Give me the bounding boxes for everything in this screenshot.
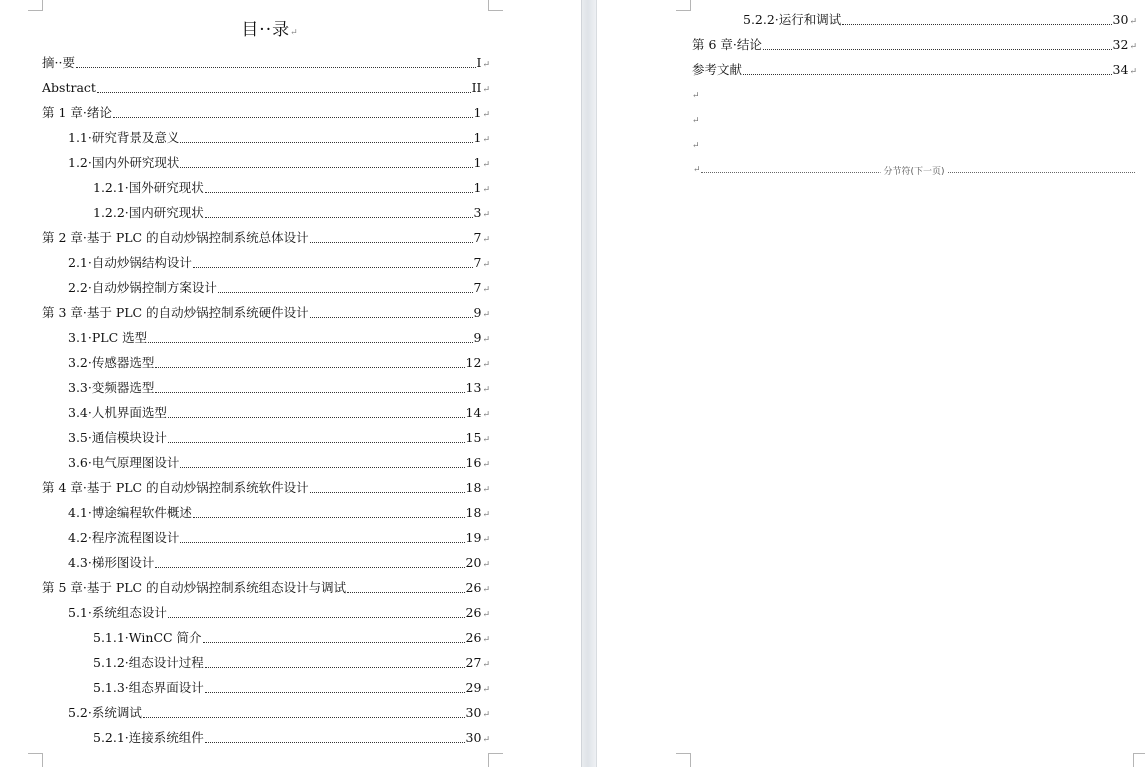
toc-leader-dots [842,24,1111,25]
paragraph-mark: ↵ [482,535,490,545]
toc-leader-dots [168,442,465,443]
paragraph-mark: ↵ [290,28,299,38]
toc-entry-label: 2.1·自动炒锅结构设计 [68,255,192,270]
paragraph-mark: ↵ [482,685,490,695]
toc-entry-page-number: 1 [473,105,482,120]
paragraph-mark: ↵ [693,165,701,175]
toc-entry[interactable] [68,355,490,371]
paragraph-mark: ↵ [482,285,490,295]
paragraph-mark: ↵ [482,235,490,245]
paragraph-mark: ↵ [482,335,490,345]
toc-entry-label: 3.4·人机界面选型 [68,405,167,420]
paragraph-mark: ↵ [482,610,490,620]
toc-entry-label: 5.2.1·连接系统组件 [93,730,204,745]
paragraph-mark: ↵ [482,660,490,670]
toc-leader-dots [193,267,473,268]
toc-title [0,15,540,40]
toc-entry-page-number: 30 [465,705,482,720]
toc-leader-dots [218,292,473,293]
toc-leader-dots [113,117,473,118]
toc-entry-label: 4.3·梯形图设计 [68,555,155,570]
toc-leader-dots [763,49,1112,50]
toc-entry[interactable] [93,680,490,696]
toc-entry-label: 2.2·自动炒锅控制方案设计 [68,280,217,295]
toc-entry[interactable] [68,530,490,546]
paragraph-mark: ↵ [482,260,490,270]
paragraph-mark: ↵ [482,135,490,145]
page-corner-marker [488,0,503,11]
toc-entry-label: 3.6·电气原理图设计 [68,455,180,470]
toc-leader-dots [205,742,465,743]
toc-entry[interactable] [93,180,490,196]
toc-entry[interactable] [42,230,490,246]
toc-entry-label: 5.1.3·组态界面设计 [93,680,204,695]
toc-entry-label: 第 3 章·基于 PLC 的自动炒锅控制系统硬件设计 [42,305,309,320]
toc-leader-dots [76,67,476,68]
toc-entry-label: 参考文献 [692,62,743,77]
section-break [693,165,1135,175]
toc-leader-dots [310,242,473,243]
toc-entry-label: 摘··要 [42,55,75,70]
toc-leader-dots [143,717,465,718]
toc-entry[interactable] [68,155,490,171]
toc-entry-page-number: 9 [473,330,482,345]
toc-entry[interactable] [42,480,490,496]
toc-entry[interactable] [68,255,490,271]
toc-entry-label: 4.1·博途编程软件概述 [68,505,192,520]
toc-entry[interactable] [743,12,1137,28]
toc-entry-page-number: 1 [473,155,482,170]
toc-leader-dots [180,467,464,468]
paragraph-mark: ↵ [482,385,490,395]
toc-entry[interactable] [42,55,490,71]
toc-entry[interactable] [42,80,490,96]
toc-entry-page-number: I [476,55,482,70]
toc-leader-dots [97,92,471,93]
toc-entry-page-number: 19 [465,530,482,545]
toc-entry[interactable] [42,580,490,596]
toc-entry[interactable] [68,280,490,296]
toc-entry-label: 3.3·变频器选型 [68,380,155,395]
toc-entry[interactable] [42,105,490,121]
toc-entry-page-number: 27 [465,655,482,670]
paragraph-mark: ↵ [692,141,700,151]
page-corner-marker [28,753,43,767]
toc-entry[interactable] [68,430,490,446]
paragraph-mark: ↵ [482,460,490,470]
toc-entry[interactable] [68,130,490,146]
toc-entry[interactable] [93,630,490,646]
paragraph-mark: ↵ [482,210,490,220]
page-corner-marker [28,0,43,11]
toc-leader-dots [155,567,464,568]
toc-entry-label: 5.1.2·组态设计过程 [93,655,204,670]
toc-leader-dots [743,74,1112,75]
toc-entry[interactable] [68,505,490,521]
toc-entry-label: 5.2·系统调试 [68,705,142,720]
toc-entry-page-number: 30 [465,730,482,745]
toc-entry-page-number: 7 [473,255,482,270]
toc-entry-label: 1.2·国内外研究现状 [68,155,180,170]
toc-entry[interactable] [692,62,1137,78]
toc-entry[interactable] [68,605,490,621]
toc-entry-label: 3.2·传感器选型 [68,355,155,370]
toc-entry-page-number: 7 [473,280,482,295]
section-break-label: 分节符(下一页) [880,164,947,177]
toc-entry-label: 1.1·研究背景及意义 [68,130,180,145]
paragraph-mark: ↵ [482,735,490,745]
toc-leader-dots [180,142,472,143]
paragraph-mark: ↵ [692,116,700,126]
toc-entry-page-number: 15 [465,430,482,445]
page-corner-marker [1133,753,1145,767]
toc-entry-page-number: 18 [465,505,482,520]
paragraph-mark: ↵ [482,560,490,570]
toc-leader-dots [310,492,465,493]
paragraph-mark: ↵ [482,310,490,320]
toc-entry-label: 4.2·程序流程图设计 [68,530,180,545]
toc-entry[interactable] [692,37,1137,53]
toc-entry-label: 第 1 章·绪论 [42,105,112,120]
page-gutter [581,0,597,767]
toc-entry-page-number: 9 [473,305,482,320]
toc-entry-label: 5.2.2·运行和调试 [743,12,842,27]
page-corner-marker [676,753,691,767]
toc-entry-page-number: 18 [465,480,482,495]
toc-entry-page-number: II [471,80,482,95]
paragraph-mark: ↵ [482,160,490,170]
toc-leader-dots [310,317,473,318]
toc-leader-dots [193,517,465,518]
toc-entry[interactable] [68,455,490,471]
toc-entry-page-number: 34 [1112,62,1129,77]
toc-entry-page-number: 1 [473,180,482,195]
paragraph-mark: ↵ [482,485,490,495]
toc-entry-page-number: 14 [465,405,482,420]
toc-leader-dots [205,192,473,193]
paragraph-mark: ↵ [482,510,490,520]
toc-entry-page-number: 1 [473,130,482,145]
toc-entry[interactable] [68,405,490,421]
toc-leader-dots [180,542,464,543]
toc-entry-page-number: 20 [465,555,482,570]
paragraph-mark: ↵ [482,710,490,720]
toc-entry[interactable] [68,330,490,346]
paragraph-mark: ↵ [482,110,490,120]
toc-entry[interactable] [42,305,490,321]
toc-leader-dots [203,642,465,643]
toc-entry-page-number: 16 [465,455,482,470]
toc-leader-dots [155,392,464,393]
toc-entry-page-number: 7 [473,230,482,245]
paragraph-mark: ↵ [482,585,490,595]
toc-leader-dots [347,592,464,593]
paragraph-mark: ↵ [482,85,490,95]
toc-leader-dots [168,417,465,418]
document-page-right [597,0,1145,767]
page-corner-marker [676,0,691,11]
toc-leader-dots [180,167,472,168]
toc-entry-label: 第 5 章·基于 PLC 的自动炒锅控制系统组态设计与调试 [42,580,347,595]
paragraph-mark: ↵ [482,185,490,195]
toc-entry-page-number: 26 [465,605,482,620]
toc-leader-dots [168,617,465,618]
toc-entry-label: 第 2 章·基于 PLC 的自动炒锅控制系统总体设计 [42,230,309,245]
toc-entry-label: 3.5·通信模块设计 [68,430,167,445]
paragraph-mark: ↵ [1129,17,1137,27]
toc-entry-page-number: 26 [465,580,482,595]
toc-leader-dots [155,367,464,368]
toc-entry-page-number: 26 [465,630,482,645]
paragraph-mark: ↵ [482,435,490,445]
toc-entry-label: 1.2.2·国内研究现状 [93,205,204,220]
paragraph-mark: ↵ [1129,67,1137,77]
paragraph-mark: ↵ [692,91,700,101]
toc-entry-label: 5.1·系统组态设计 [68,605,167,620]
toc-entry-label: 5.1.1·WinCC 简介 [93,630,202,645]
toc-title-text: 目··录 [241,20,291,40]
toc-entry[interactable] [93,655,490,671]
toc-entry-label: 1.2.1·国外研究现状 [93,180,204,195]
toc-entry-label: Abstract [42,80,96,95]
toc-leader-dots [205,217,473,218]
paragraph-mark: ↵ [482,360,490,370]
paragraph-mark: ↵ [1129,42,1137,52]
toc-entry[interactable] [68,705,490,721]
page-corner-marker [488,753,503,767]
paragraph-mark: ↵ [482,410,490,420]
toc-entry[interactable] [68,555,490,571]
paragraph-mark: ↵ [482,635,490,645]
toc-entry[interactable] [93,730,490,746]
toc-entry[interactable] [68,380,490,396]
paragraph-mark: ↵ [482,60,490,70]
toc-entry-page-number: 29 [465,680,482,695]
toc-leader-dots [205,667,465,668]
toc-leader-dots [205,692,465,693]
toc-leader-dots [148,342,472,343]
toc-entry-label: 3.1·PLC 选型 [68,330,148,345]
toc-entry-page-number: 30 [1112,12,1129,27]
toc-entry-page-number: 32 [1112,37,1129,52]
toc-entry[interactable] [93,205,490,221]
toc-entry-page-number: 12 [465,355,482,370]
toc-entry-label: 第 4 章·基于 PLC 的自动炒锅控制系统软件设计 [42,480,309,495]
toc-entry-label: 第 6 章·结论 [692,37,762,52]
toc-entry-page-number: 13 [465,380,482,395]
toc-entry-page-number: 3 [473,205,482,220]
